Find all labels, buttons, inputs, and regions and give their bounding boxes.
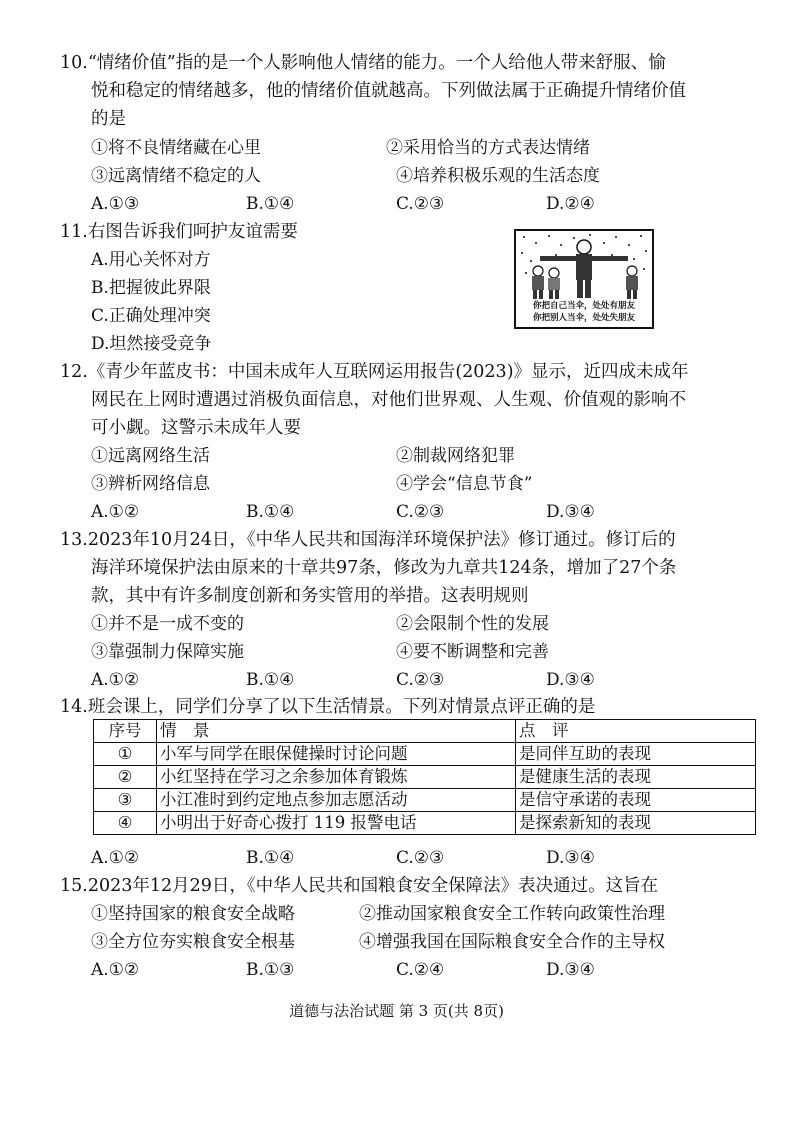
q10-answer-a: A.①③: [91, 194, 140, 214]
table-row: [94, 743, 756, 766]
q15-answer-c: C.②④: [396, 960, 445, 980]
table-cell: 小明出于好奇心拨打 119 报警电话: [157, 812, 516, 835]
table-header-row: [94, 720, 756, 743]
q15-option-2: ②推动国家粮食安全工作转向政策性治理: [359, 904, 665, 924]
q11-answer-b: B.把握彼此界限: [91, 278, 211, 298]
q12-answer-d: D.③④: [546, 502, 595, 522]
q15-option-3: ③全方位夯实粮食安全根基: [91, 932, 295, 952]
q15-stem: 15.2023年12月29日，《中华人民共和国粮食安全保障法》表决通过。这旨在: [60, 876, 659, 896]
q12-answer-c: C.②③: [396, 502, 445, 522]
q13-option-3: ③靠强制力保障实施: [91, 642, 244, 662]
q11-answer-d: D.坦然接受竞争: [91, 334, 212, 354]
q13-answer-a: A.①②: [91, 670, 140, 690]
q15-answer-a: A.①②: [91, 960, 140, 980]
q15-option-1: ①坚持国家的粮食安全战略: [91, 904, 295, 924]
q14-answer-d: D.③④: [546, 848, 595, 868]
table-cell: 小军与同学在眼保健操时讨论问题: [157, 743, 516, 766]
table-cell: ②: [94, 766, 157, 789]
q10-option-2: ②采用恰当的方式表达情绪: [386, 138, 590, 158]
q12-line-2: 网民在上网时遭遇过消极负面信息，对他们世界观、人生观、价值观的影响不: [91, 390, 686, 410]
q13-answer-d: D.③④: [546, 670, 595, 690]
q10-option-1: ①将不良情绪藏在心里: [91, 138, 261, 158]
cartoon-caption-1: 你把自己当伞，处处有朋友: [532, 301, 635, 311]
q15-answer-d: D.③④: [546, 960, 595, 980]
table-header-cell: 序号: [94, 720, 157, 743]
q10-line-3: 的是: [91, 109, 126, 129]
q12-option-2: ②制裁网络犯罪: [396, 446, 515, 466]
q14-stem: 14.班会课上，同学们分享了以下生活情景。下列对情景点评正确的是: [60, 697, 596, 717]
q13-option-4: ④要不断调整和完善: [396, 642, 549, 662]
q14-scenario-table: [93, 719, 756, 835]
page-footer: 道德与法治试题 第 3 页(共 8页): [289, 1002, 504, 1020]
umbrella-cartoon-image: [514, 229, 654, 329]
q12-option-3: ③辨析网络信息: [91, 474, 210, 494]
table-row: [94, 789, 756, 812]
q13-line-1: 13.2023年10月24日，《中华人民共和国海洋环境保护法》修订通过。修订后的: [60, 530, 676, 550]
table-cell: 小红坚持在学习之余参加体育锻炼: [157, 766, 516, 789]
q13-answer-c: C.②③: [396, 670, 445, 690]
table-header-cell: 情 景: [157, 720, 516, 743]
q11-answer-a: A.用心关怀对方: [91, 250, 211, 270]
q13-line-3: 款，其中有许多制度创新和务实管用的举措。这表明规则: [91, 586, 529, 606]
q15-option-4: ④增强我国在国际粮食安全合作的主导权: [359, 932, 665, 952]
cartoon-caption-2: 你把别人当伞，处处失朋友: [532, 313, 635, 323]
q14-answer-a: A.①②: [91, 848, 140, 868]
q12-option-4: ④学会“信息节食”: [396, 474, 533, 494]
q10-answer-c: C.②③: [396, 194, 445, 214]
q12-line-3: 可小觑。这警示未成年人要: [91, 418, 301, 438]
table-row: [94, 766, 756, 789]
q13-answer-b: B.①④: [246, 670, 295, 690]
q10-option-3: ③远离情绪不稳定的人: [91, 166, 261, 186]
table-cell: 是同伴互助的表现: [516, 743, 756, 766]
q11-stem: 11.右图告诉我们呵护友谊需要: [60, 222, 298, 242]
q14-answer-b: B.①④: [246, 848, 295, 868]
q10-answer-d: D.②④: [546, 194, 595, 214]
cartoon-illustration-icon: [516, 231, 652, 301]
table-cell: 小江准时到约定地点参加志愿活动: [157, 789, 516, 812]
table-cell: 是信守承诺的表现: [516, 789, 756, 812]
table-row: [94, 812, 756, 835]
q14-answer-c: C.②③: [396, 848, 445, 868]
q12-answer-b: B.①④: [246, 502, 295, 522]
table-cell: ③: [94, 789, 157, 812]
table-cell: ④: [94, 812, 157, 835]
q13-option-2: ②会限制个性的发展: [396, 614, 549, 634]
q13-option-1: ①并不是一成不变的: [91, 614, 244, 634]
q11-answer-c: C.正确处理冲突: [91, 306, 211, 326]
table-cell: ①: [94, 743, 157, 766]
q12-option-1: ①远离网络生活: [91, 446, 210, 466]
table-header-cell: 点 评: [516, 720, 756, 743]
q10-answer-b: B.①④: [246, 194, 295, 214]
table-cell: 是健康生活的表现: [516, 766, 756, 789]
q15-answer-b: B.①③: [246, 960, 295, 980]
q12-answer-a: A.①②: [91, 502, 140, 522]
table-cell: 是探索新知的表现: [516, 812, 756, 835]
q12-line-1: 12.《青少年蓝皮书：中国未成年人互联网运用报告(2023)》显示，近四成未成年: [60, 362, 689, 382]
q10-option-4: ④培养积极乐观的生活态度: [396, 166, 600, 186]
q10-line-1: 10.“情绪价值”指的是一个人影响他人情绪的能力。一个人给他人带来舒服、愉: [60, 53, 666, 73]
q10-line-2: 悦和稳定的情绪越多，他的情绪价值就越高。下列做法属于正确提升情绪价值: [91, 81, 686, 101]
q13-line-2: 海洋环境保护法由原来的十章共97条，修改为九章共124条，增加了27个条: [91, 558, 677, 578]
